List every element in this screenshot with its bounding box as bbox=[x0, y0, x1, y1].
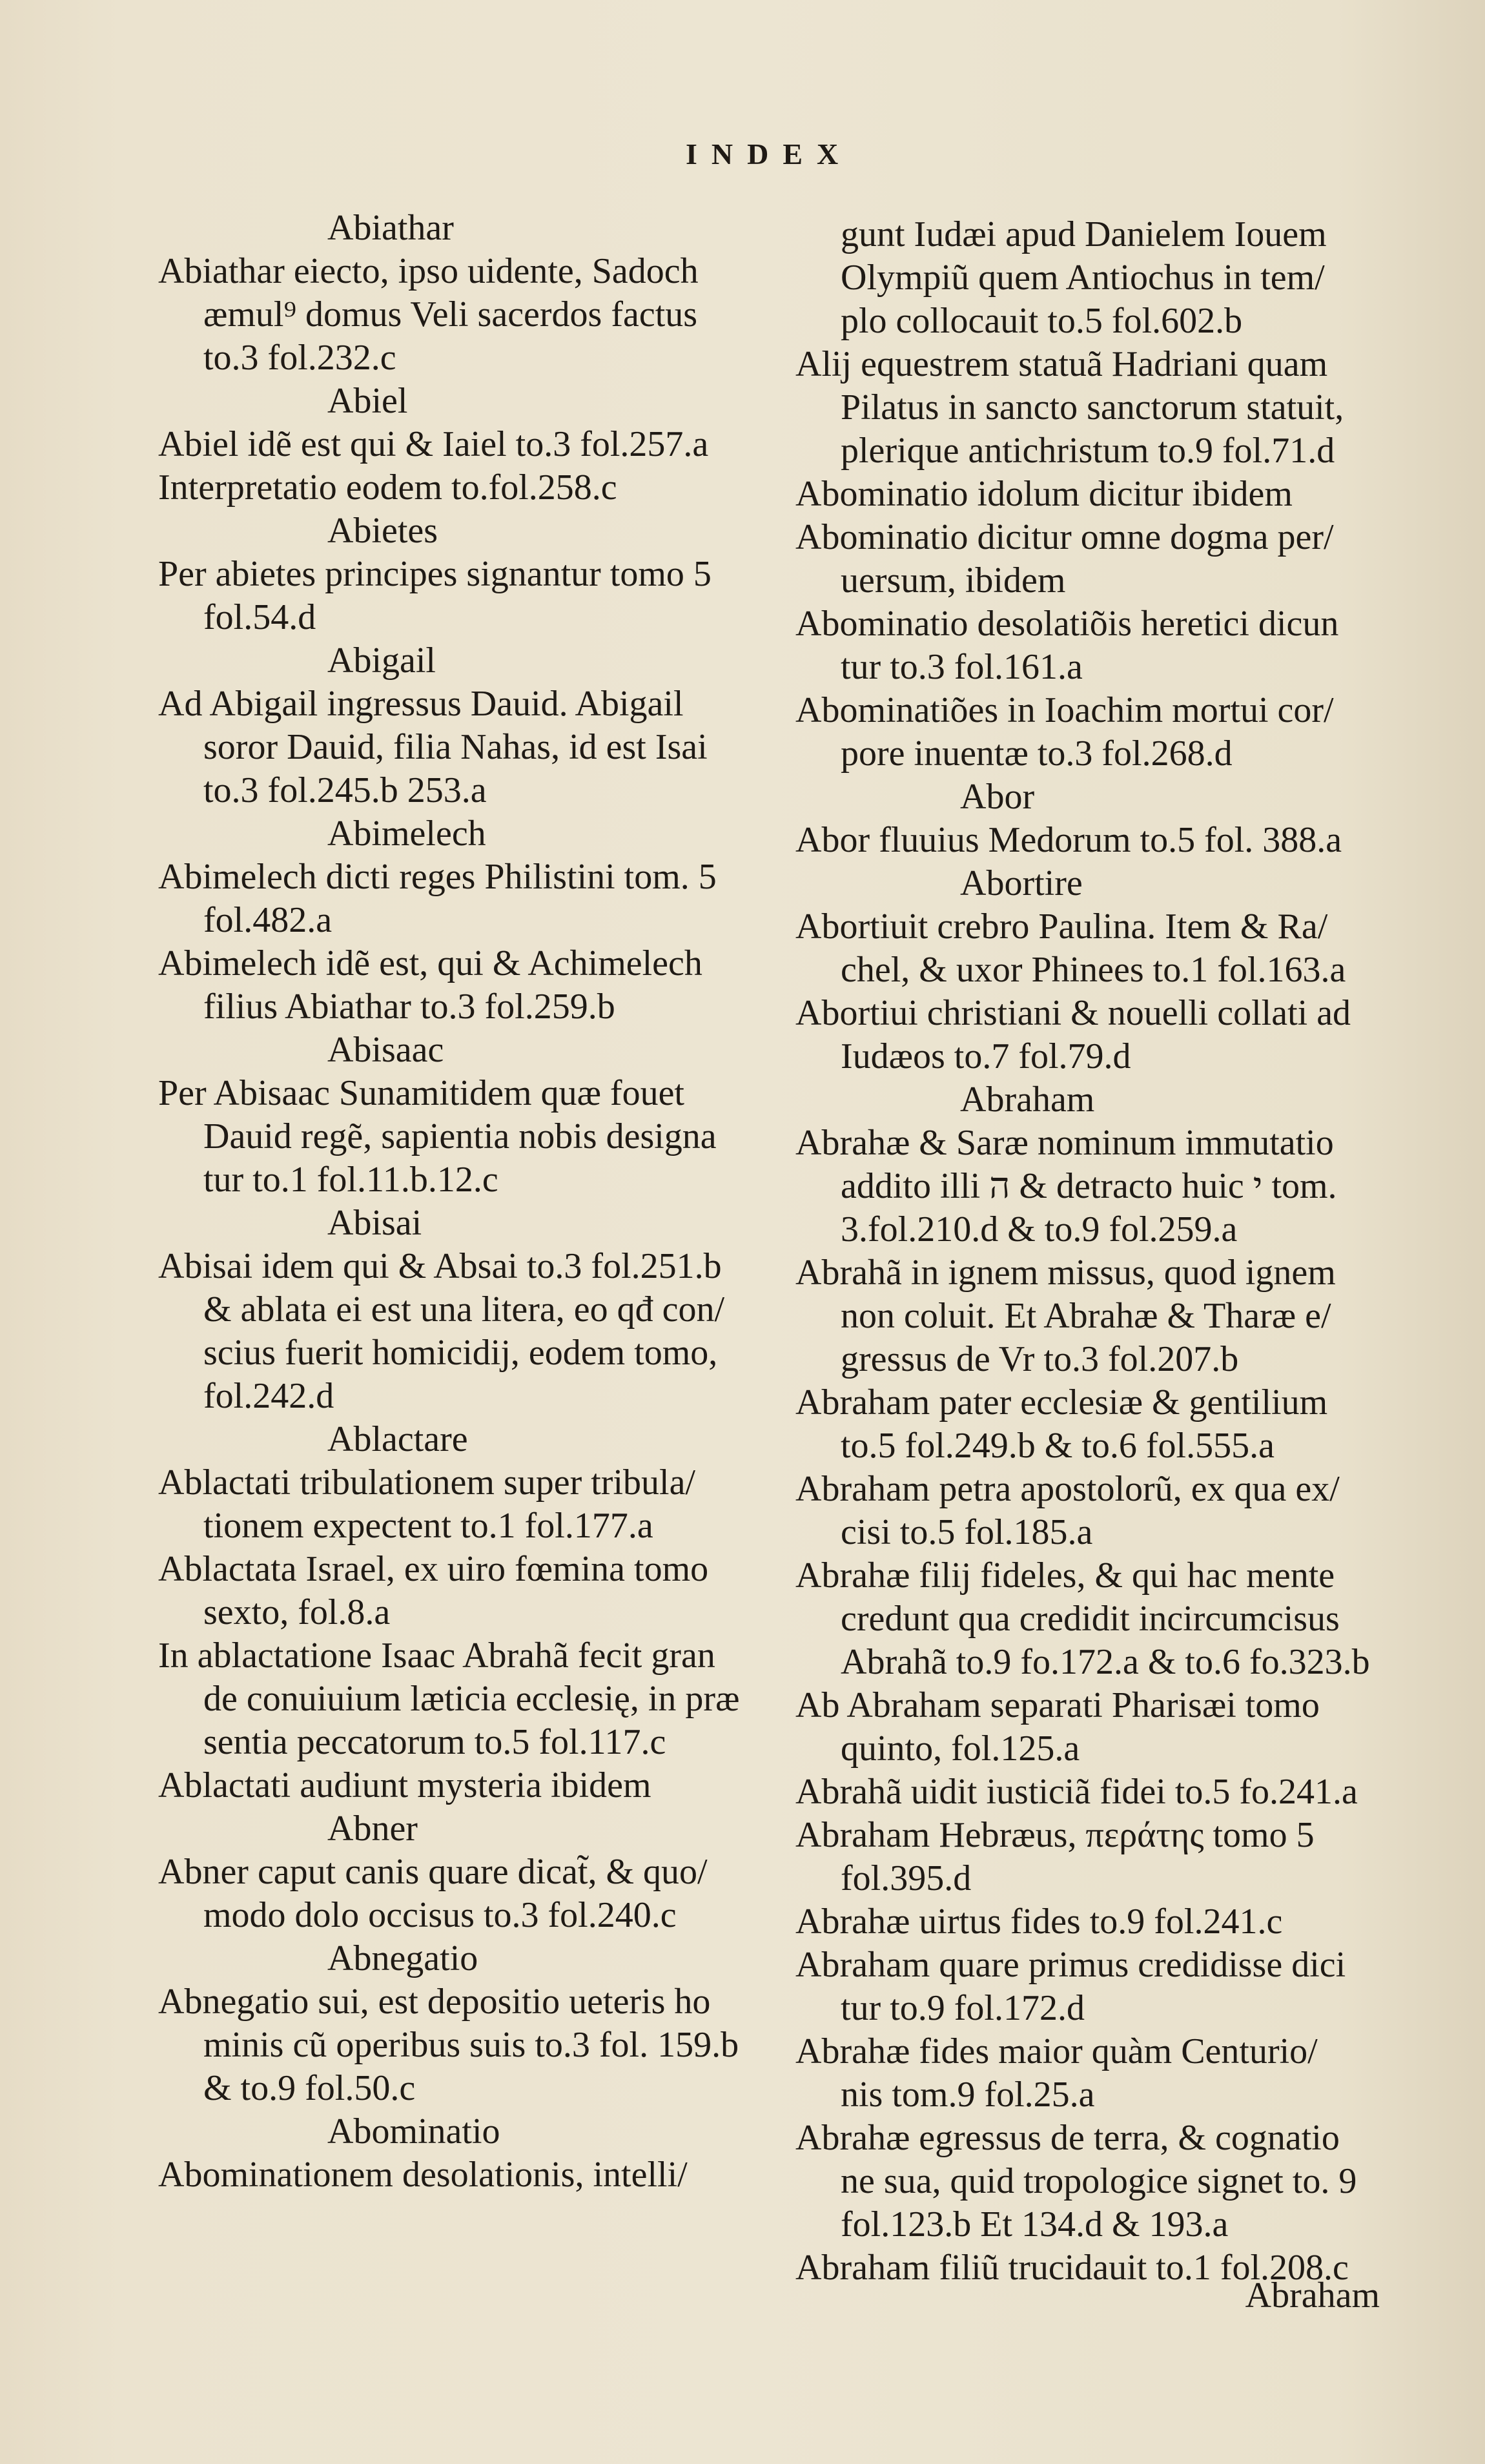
index-heading: Abor bbox=[960, 777, 1035, 817]
index-entry-continuation: fol.54.d bbox=[203, 597, 316, 637]
index-entry: Ab Abraham separati Pharisæi tomo bbox=[795, 1685, 1320, 1725]
index-column-left bbox=[158, 207, 759, 2197]
index-entry: Abnegatio sui, est depositio ueteris ho bbox=[158, 1982, 711, 2022]
index-entry: Abraham quare primus credidisse dici bbox=[795, 1945, 1346, 1985]
index-entry-continuation: fol.123.b Et 134.d & 193.a bbox=[841, 2204, 1229, 2244]
index-heading: Abnegatio bbox=[327, 1938, 478, 1978]
index-entry-continuation: Dauid regẽ, sapientia nobis designa bbox=[203, 1116, 717, 1156]
index-entry: Abiathar eiecto, ipso uidente, Sadoch bbox=[158, 251, 699, 291]
index-entry-continuation: sentia peccatorum to.5 fol.117.c bbox=[203, 1722, 666, 1762]
index-entry-continuation: non coluit. Et Abrahæ & Tharæ e/ bbox=[841, 1296, 1331, 1336]
index-heading: Abietes bbox=[327, 511, 438, 551]
index-entry-continuation: soror Dauid, filia Nahas, id est Isai bbox=[203, 727, 708, 767]
index-entry-continuation: cisi to.5 fol.185.a bbox=[841, 1512, 1093, 1552]
index-entry: Abner caput canis quare dicat̃, & quo/ bbox=[158, 1852, 708, 1892]
index-column-right bbox=[795, 213, 1396, 2290]
index-heading: Abraham bbox=[960, 1080, 1095, 1120]
index-heading: Ablactare bbox=[327, 1419, 468, 1459]
index-heading: Abisaac bbox=[327, 1030, 444, 1070]
index-entry: Abrahæ fides maior quàm Centurio/ bbox=[795, 2031, 1318, 2071]
index-entry-continuation: 3.fol.210.d & to.9 fol.259.a bbox=[841, 1209, 1238, 1249]
index-entry: Ablactata Israel, ex uiro fœmina tomo bbox=[158, 1549, 709, 1589]
index-entry: Abrahã uidit iusticiã fidei to.5 fo.241.a bbox=[795, 1772, 1358, 1812]
index-entry: Interpretatio eodem to.fol.258.c bbox=[158, 467, 617, 508]
index-entry: Abor fluuius Medorum to.5 fol. 388.a bbox=[795, 820, 1342, 860]
index-entry-continuation: to.3 fol.232.c bbox=[203, 338, 396, 378]
index-entry: Abrahã in ignem missus, quod ignem bbox=[795, 1253, 1336, 1293]
index-entry: Abominatio desolatiõis heretici dicun bbox=[795, 604, 1339, 644]
index-entry-continuation: Olympiũ quem Antiochus in tem/ bbox=[841, 258, 1325, 298]
index-entry-continuation: ne sua, quid tropologice signet to. 9 bbox=[841, 2161, 1357, 2201]
index-entry: Abimelech idẽ est, qui & Achimelech bbox=[158, 943, 702, 983]
index-entry-continuation: gressus de Vr to.3 fol.207.b bbox=[841, 1339, 1239, 1379]
index-entry-continuation: & to.9 fol.50.c bbox=[203, 2068, 416, 2108]
index-entry-continuation: modo dolo occisus to.3 fol.240.c bbox=[203, 1895, 677, 1935]
index-entry: Ablactati audiunt mysteria ibidem bbox=[158, 1765, 651, 1805]
index-entry-continuation: fol.395.d bbox=[841, 1858, 972, 1898]
index-entry: Abraham petra apostolorũ, ex qua ex/ bbox=[795, 1469, 1340, 1509]
index-entry-continuation: fol.482.a bbox=[203, 900, 333, 940]
index-entry-continuation: gunt Iudæi apud Danielem Iouem bbox=[841, 214, 1327, 254]
index-entry-continuation: plo collocauit to.5 fol.602.b bbox=[841, 301, 1243, 341]
index-entry-continuation: addito illi ה & detracto huic י tom. bbox=[841, 1166, 1337, 1206]
index-entry-continuation: to.3 fol.245.b 253.a bbox=[203, 770, 487, 810]
index-entry-continuation: credunt qua credidit incircumcisus bbox=[841, 1599, 1340, 1639]
index-entry: Abrahæ uirtus fides to.9 fol.241.c bbox=[795, 1902, 1283, 1942]
index-entry: Abrahæ filij fideles, & qui hac mente bbox=[795, 1555, 1335, 1596]
index-entry: Abisai idem qui & Absai to.3 fol.251.b bbox=[158, 1246, 722, 1286]
index-entry-continuation: sexto, fol.8.a bbox=[203, 1592, 391, 1632]
index-entry-continuation: Iudæos to.7 fol.79.d bbox=[841, 1036, 1131, 1076]
index-heading: Abner bbox=[327, 1809, 418, 1849]
index-entry: Abraham pater ecclesiæ & gentilium bbox=[795, 1382, 1328, 1422]
index-entry-continuation: filius Abiathar to.3 fol.259.b bbox=[203, 987, 615, 1027]
index-entry: Abiel idẽ est qui & Iaiel to.3 fol.257.a bbox=[158, 424, 709, 464]
index-entry-continuation: Abrahã to.9 fo.172.a & to.6 fo.323.b bbox=[841, 1642, 1370, 1682]
index-heading: Abortire bbox=[960, 863, 1083, 903]
index-entry: Abominatio idolum dicitur ibidem bbox=[795, 474, 1293, 514]
index-entry-continuation: scius fuerit homicidij, eodem tomo, bbox=[203, 1333, 718, 1373]
index-entry: In ablactatione Isaac Abrahã fecit gran bbox=[158, 1636, 715, 1676]
index-entry-continuation: æmul⁹ domus Veli sacerdos factus bbox=[203, 294, 698, 334]
index-heading: Abigail bbox=[327, 641, 436, 681]
index-entry: Abortiuit crebro Paulina. Item & Ra/ bbox=[795, 907, 1328, 947]
index-entry-continuation: tur to.3 fol.161.a bbox=[841, 647, 1083, 687]
index-heading: Abisai bbox=[327, 1203, 422, 1243]
index-entry-continuation: nis tom.9 fol.25.a bbox=[841, 2075, 1095, 2115]
index-entry-continuation: tionem expectent to.1 fol.177.a bbox=[203, 1506, 653, 1546]
index-entry: Per abietes principes signantur tomo 5 bbox=[158, 554, 712, 594]
index-entry: Per Abisaac Sunamitidem quæ fouet bbox=[158, 1073, 684, 1113]
index-entry-continuation: de conuiuium læticia ecclesię, in præ bbox=[203, 1679, 740, 1719]
running-head: INDEX bbox=[686, 138, 853, 170]
index-entry-continuation: tur to.9 fol.172.d bbox=[841, 1988, 1085, 2028]
index-entry-continuation: fol.242.d bbox=[203, 1376, 334, 1416]
catchword: Abraham bbox=[1245, 2275, 1380, 2315]
index-entry-continuation: pore inuentæ to.3 fol.268.d bbox=[841, 734, 1233, 774]
index-entry: Alij equestrem statuã Hadriani quam bbox=[795, 344, 1328, 384]
index-entry-continuation: chel, & uxor Phinees to.1 fol.163.a bbox=[841, 950, 1346, 990]
index-entry-continuation: Pilatus in sancto sanctorum statuit, bbox=[841, 387, 1344, 427]
index-entry-continuation: tur to.1 fol.11.b.12.c bbox=[203, 1160, 498, 1200]
index-entry: Abortiui christiani & nouelli collati ad bbox=[795, 993, 1351, 1033]
index-entry-continuation: to.5 fol.249.b & to.6 fol.555.a bbox=[841, 1426, 1275, 1466]
index-heading: Abominatio bbox=[327, 2111, 500, 2151]
index-entry: Abominatiões in Ioachim mortui cor/ bbox=[795, 690, 1334, 730]
index-entry-continuation: minis cũ operibus suis to.3 fol. 159.b bbox=[203, 2025, 739, 2065]
index-entry: Abraham filiũ trucidauit to.1 fol.208.c bbox=[795, 2248, 1349, 2288]
index-entry-continuation: & ablata ei est una litera, eo qđ con/ bbox=[203, 1289, 725, 1330]
index-entry: Abrahæ egressus de terra, & cognatio bbox=[795, 2118, 1340, 2158]
index-entry-continuation: quinto, fol.125.a bbox=[841, 1729, 1080, 1769]
index-heading: Abiathar bbox=[327, 208, 454, 248]
index-entry: Ablactati tribulationem super tribula/ bbox=[158, 1463, 695, 1503]
index-entry: Ad Abigail ingressus Dauid. Abigail bbox=[158, 684, 684, 724]
index-entry-continuation: uersum, ibidem bbox=[841, 560, 1066, 601]
index-entry: Abrahæ & Saræ nominum immutatio bbox=[795, 1123, 1334, 1163]
index-entry: Abraham Hebræus, περάτης tomo 5 bbox=[795, 1815, 1315, 1855]
index-heading: Abiel bbox=[327, 381, 408, 421]
index-entry: Abominationem desolationis, intelli/ bbox=[158, 2155, 688, 2195]
index-entry: Abimelech dicti reges Philistini tom. 5 bbox=[158, 857, 717, 897]
index-entry: Abominatio dicitur omne dogma per/ bbox=[795, 517, 1334, 557]
index-heading: Abimelech bbox=[327, 814, 486, 854]
index-entry-continuation: plerique antichristum to.9 fol.71.d bbox=[841, 431, 1335, 471]
